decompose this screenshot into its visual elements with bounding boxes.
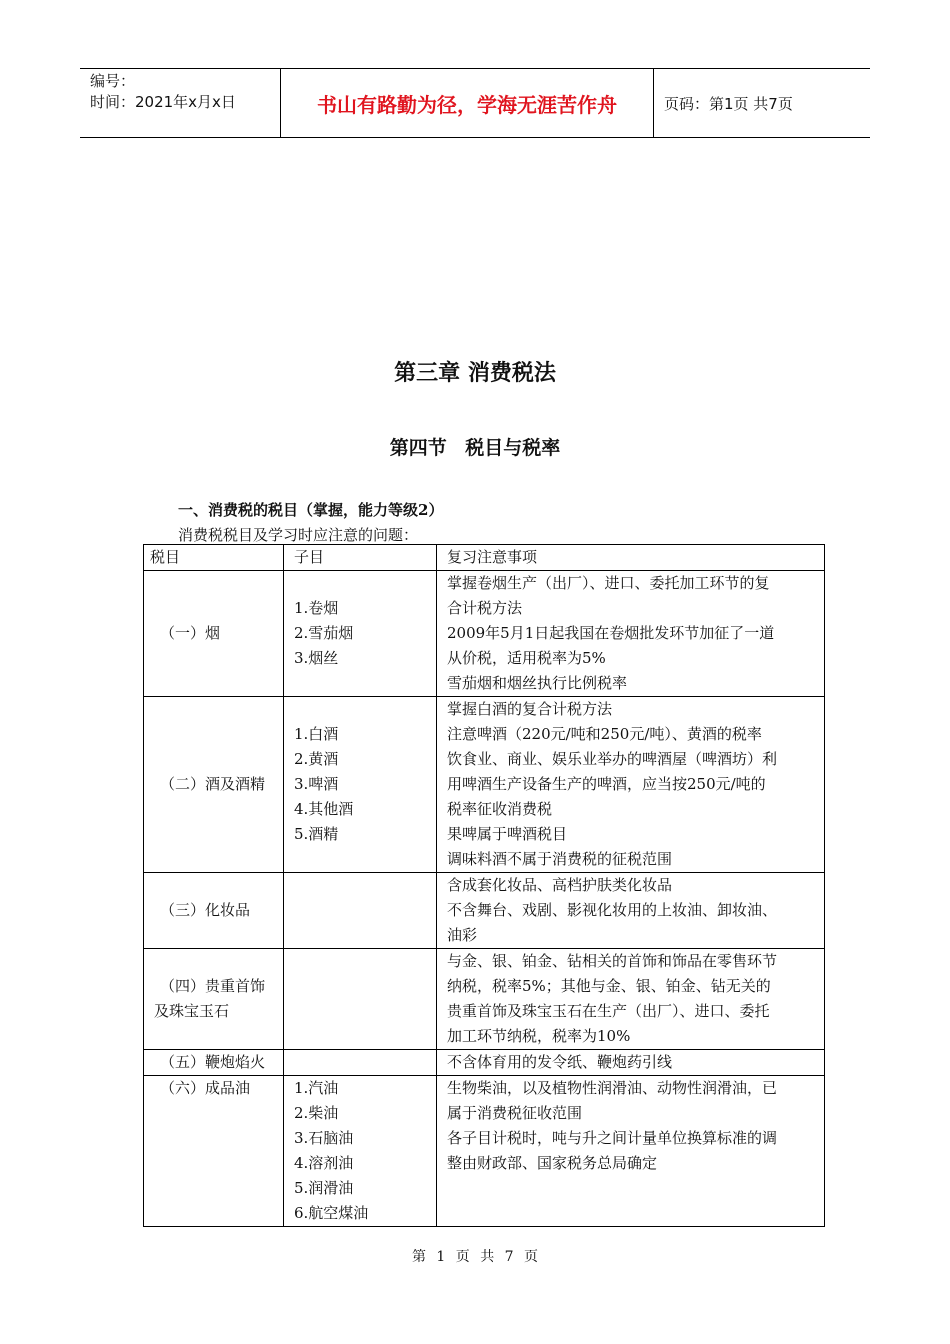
intro-text: 消费税税目及学习时应注意的问题： [178, 526, 419, 544]
note-line: 与金、银、铂金、钻相关的首饰和饰品在零售环节 [447, 952, 778, 970]
page-footer: 第 1 页 共 7 页 [411, 1249, 539, 1265]
subitem: 3.石脑油 [294, 1129, 354, 1147]
header-meta [80, 69, 281, 137]
table-row [144, 873, 825, 949]
note-line: 不含舞台、戏剧、影视化妆用的上妆油、卸妆油、 [447, 901, 778, 919]
subitem: 1.白酒 [294, 725, 339, 743]
subitem-cell [284, 697, 437, 873]
notes-cell [437, 697, 825, 873]
note-line: 属于消费税征收范围 [447, 1104, 583, 1122]
subitem-cell [284, 873, 437, 949]
subitem: 3.啤酒 [294, 775, 339, 793]
note-line: 纳税，税率5%；其他与金、银、铂金、钻无关的 [447, 977, 771, 995]
subitem: 2.雪茄烟 [294, 624, 354, 642]
note-line: 饮食业、商业、娱乐业举办的啤酒屋（啤酒坊）利 [447, 750, 778, 768]
item-cell [144, 949, 284, 1050]
subitem: 6.航空煤油 [294, 1204, 369, 1222]
subitem: 4.其他酒 [294, 800, 354, 818]
col-header-notes: 复习注意事项 [437, 545, 825, 571]
subitem: 3.烟丝 [294, 649, 339, 667]
subheading: 一、消费税的税目（掌握，能力等级2） [178, 501, 444, 519]
notes-cell [437, 873, 825, 949]
header-motto: 书山有路勤为径，学海无涯苦作舟 [281, 69, 654, 137]
note-line: 注意啤酒（220元/吨和250元/吨）、黄酒的税率 [447, 725, 762, 743]
item-line: （四）贵重首饰 [160, 977, 266, 995]
note-line: 掌握白酒的复合计税方法 [447, 700, 613, 718]
subitem: 4.溶剂油 [294, 1154, 354, 1172]
note-line: 油彩 [447, 926, 478, 944]
table-row [144, 697, 825, 873]
subitem-cell [284, 571, 437, 697]
note-line: 雪茄烟和烟丝执行比例税率 [447, 674, 628, 692]
note-line: 调味料酒不属于消费税的征税范围 [447, 850, 673, 868]
note-line: 加工环节纳税，税率为10% [447, 1027, 631, 1045]
notes-cell [437, 571, 825, 697]
note-line: 合计税方法 [447, 599, 523, 617]
subitem: 2.黄酒 [294, 750, 339, 768]
table-row [144, 571, 825, 697]
table-row [144, 949, 825, 1050]
note-line: 掌握卷烟生产（出厂）、进口、委托加工环节的复 [447, 574, 770, 592]
notes-cell [437, 1076, 825, 1227]
subitem-cell [284, 1076, 437, 1227]
header-page-label: 页码：第1页 共7页 [664, 95, 793, 113]
note-line: 果啤属于啤酒税目 [447, 825, 568, 843]
note-line: 从价税，适用税率为5% [447, 649, 606, 667]
col-header-item: 税目 [144, 545, 284, 571]
subitem: 5.润滑油 [294, 1179, 354, 1197]
table-row [144, 1076, 825, 1227]
note-line: 含成套化妆品、高档护肤类化妆品 [447, 876, 673, 894]
subitem: 2.柴油 [294, 1104, 339, 1122]
note-line: 贵重首饰及珠宝玉石在生产（出厂）、进口、委托 [447, 1002, 770, 1020]
item-cell: （六）成品油 [144, 1076, 284, 1227]
subitem: 1.汽油 [294, 1079, 339, 1097]
note-line: 税率征收消费税 [447, 800, 553, 818]
note-line: 各子目计税时，吨与升之间计量单位换算标准的调 [447, 1129, 778, 1147]
subitem: 5.酒精 [294, 825, 339, 843]
item-cell: （一）烟 [144, 571, 284, 697]
subitem-cell [284, 949, 437, 1050]
notes-cell [437, 949, 825, 1050]
table-row [144, 1050, 825, 1076]
table-header-row [144, 545, 825, 571]
note-line: 不含体育用的发令纸、鞭炮药引线 [447, 1053, 673, 1071]
note-line: 2009年5月1日起我国在卷烟批发环节加征了一道 [447, 624, 775, 642]
subitem-cell [284, 1050, 437, 1076]
item-cell: （三）化妆品 [144, 873, 284, 949]
chapter-title: 第三章 消费税法 [394, 361, 556, 386]
item-line: 及珠宝玉石 [154, 1002, 230, 1020]
note-line: 用啤酒生产设备生产的啤酒，应当按250元/吨的 [447, 775, 766, 793]
number-label: 编号： [90, 72, 136, 90]
notes-cell [437, 1050, 825, 1076]
subitem: 1.卷烟 [294, 599, 339, 617]
item-cell: （五）鞭炮焰火 [144, 1050, 284, 1076]
col-header-subitem: 子目 [284, 545, 437, 571]
note-line: 整由财政部、国家税务总局确定 [447, 1154, 658, 1172]
item-cell: （二）酒及酒精 [144, 697, 284, 873]
page-header [80, 68, 870, 138]
note-line: 生物柴油，以及植物性润滑油、动物性润滑油，已 [447, 1079, 778, 1097]
time-label: 时间：2021年x月x日 [90, 93, 236, 111]
section-title: 第四节 税目与税率 [389, 437, 561, 459]
tax-items-table [143, 544, 825, 1227]
